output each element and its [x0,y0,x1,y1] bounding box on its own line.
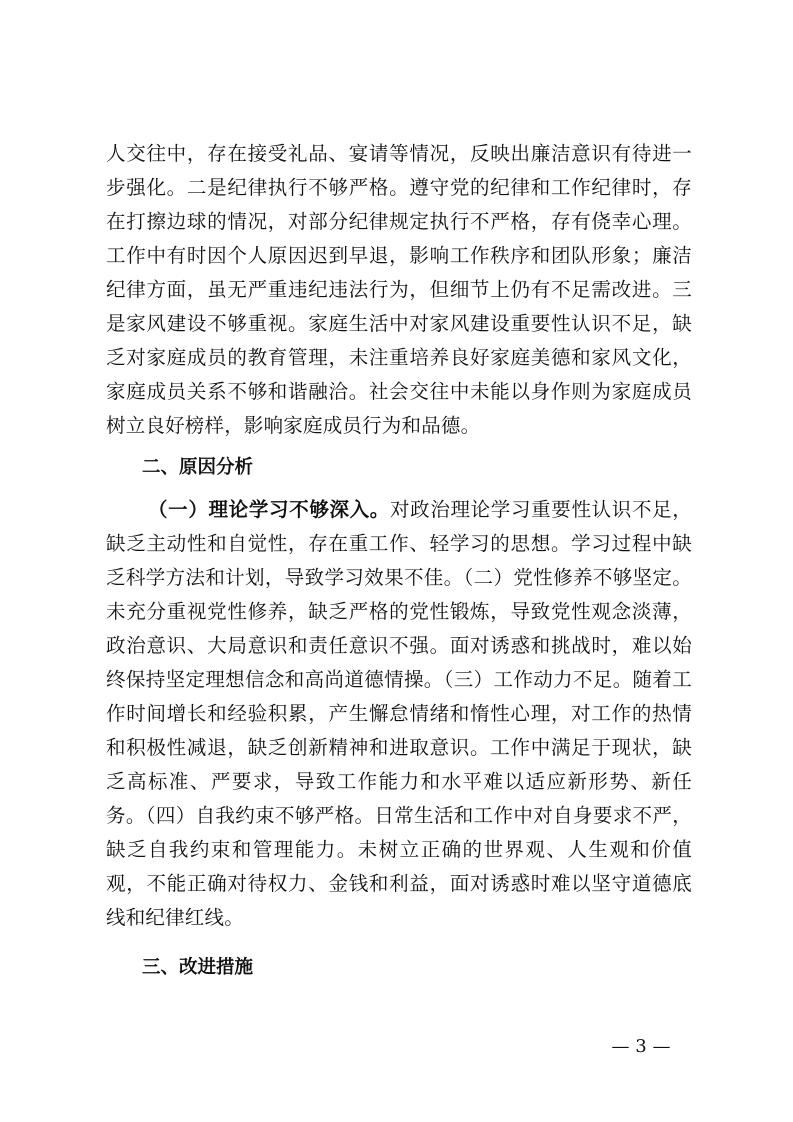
paragraph-cause-analysis-body: 对政治理论学习重要性认识不足，缺乏主动性和自觉性，存在重工作、轻学习的思想。学习过程中缺乏科学方法和计划，导致学习效果不佳。（二）党性修养不够坚定。未充分重视党性修养，缺乏严格的党性锻炼，导致党性观念淡薄，政治意识、大局意识和责任意识不强。面对诱惑和挑战时，难以始终保持坚定理想信念和高尚道德情操。（三）工作动力不足。随着工作时间增长和经验积累，产生懈怠情绪和惰性心理，对工作的热情和积极性减退，缺乏创新精神和进取意识。工作中满足于现状，缺乏高标准、严要求，导致工作能力和水平难以适应新形势、新任务。（四）自我约束不够严格。日常生活和工作中对自身要求不严，缺乏自我约束和管理能力。未树立正确的世界观、人生观和价值观，不能正确对待权力、金钱和利益，面对诱惑时难以坚守道德底线和纪律红线。 [106,498,692,929]
paragraph-problems-continued: 人交往中，存在接受礼品、宴请等情况，反映出廉洁意识有待进一步强化。二是纪律执行不够严格。遵守党的纪律和工作纪律时，存在打擦边球的情况，对部分纪律规定执行不严格，存有侥幸心理。工作中有时因个人原因迟到早退，影响工作秩序和团队形象；廉洁纪律方面，虽无严重违纪违法行为，但细节上仍有不足需改进。三是家风建设不够重视。家庭生活中对家风建设重要性认识不足，缺乏对家庭成员的教育管理，未注重培养良好家庭美德和家风文化，家庭成员关系不够和谐融洽。社会交往中未能以身作则为家庭成员树立良好榜样，影响家庭成员行为和品德。 [106,142,692,437]
section-heading-improvement-measures: 三、改进措施 [142,957,254,978]
page-content [106,137,692,985]
sub-heading-theory-study: （一）理论学习不够深入。 [148,498,390,521]
paragraph-cause-analysis [106,493,692,935]
page-number: — 3 — [611,1036,671,1057]
section-heading-cause-analysis: 二、原因分析 [142,457,254,478]
